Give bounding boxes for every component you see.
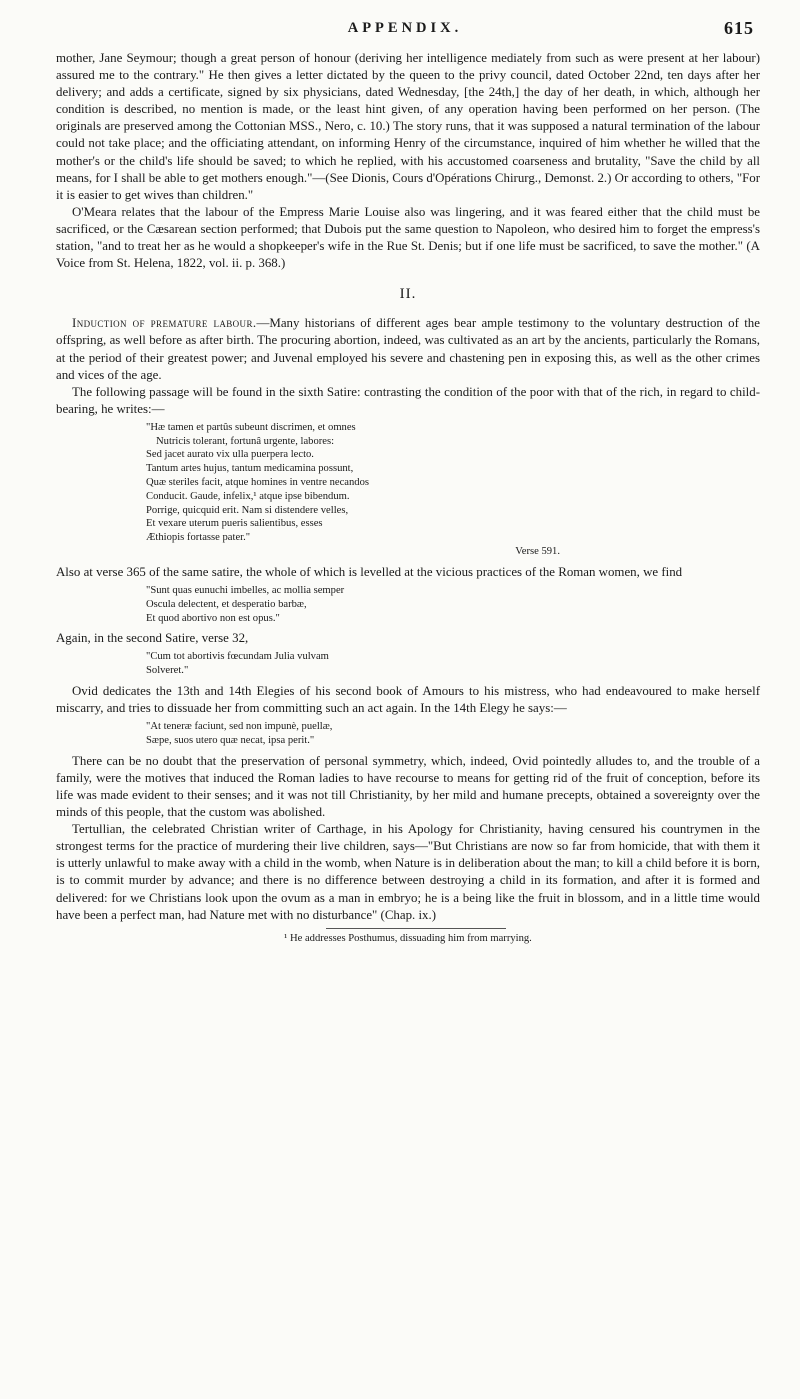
paragraph: mother, Jane Seymour; though a great person of honour (deriving her intelligence mediately from such as were present at her labour) assured me to the contrary." He then gives a letter dictated by the queen to the privy council, dated October 22nd, ten days after her delivery; and adds a certificate, signed by six physicians, dated Wednesday, [the 24th,] the day of her death, in which, although her condition is described, no mention is made, or the least hint given, of any operation having been performed on her person. (The originals are preserved among the Cottonian MSS., Nero, c. 10.) The story runs, that it was supposed a natural termination of the labour could not take place; and the officiating attendant, on informing Henry of the circumstance, inquired of him whether he willed that the mother's or the child's life should be saved; to which he replied, with his accustomed coarseness and brutality, "Save the child by all means, for I shall be able to get mothers enough."—(See Dionis, Cours d'Opérations Chirurg., Demonst. 2.) Or according to others, "For it is easier to get wives than children."	[56, 51, 760, 202]
verse-line: "Cum tot abortivis fœcundam Julia vulvam	[146, 651, 329, 663]
paragraph: The following passage will be found in the sixth Satire: contrasting the condition of the poor with that of the rich, in regard to child-bearing, he writes:—	[56, 384, 760, 416]
paragraph	[56, 315, 760, 383]
verse-line: Et quod abortivo non est opus."	[146, 612, 280, 624]
paragraph: Again, in the second Satire, verse 32,	[56, 631, 249, 646]
verse-line: Et vexare uterum pueris salientibus, esses	[146, 518, 323, 530]
verse-line: Quæ steriles facit, atque homines in ventre necandos	[146, 477, 369, 489]
verse-line: Conducit. Gaude, infelix,¹ atque ipse bibendum.	[146, 490, 350, 502]
paragraph: Tertullian, the celebrated Christian writer of Carthage, in his Apology for Christianity, having censured his countrymen in the strongest terms for the practice of murdering their live children, says—"But Christians are now so far from homicide, that with them it is utterly unlawful to make away with a child in the womb, when Nature is in deliberation about the man; to kill a child before it is born, is to commit murder by advance; and there is no difference between destroying a child in its formation, and after it is formed and delivered: for we Christians look upon the ovum as a man in embryo; he is a being like the fruit in blossom, and in a little time would have been a perfect man, had Nature met with no disturbance" (Chap. ix.)	[56, 822, 760, 922]
latin-quotation	[146, 421, 760, 559]
paragraph: Also at verse 365 of the same satire, the whole of which is levelled at the vicious practices of the Roman women, we find	[56, 564, 683, 579]
latin-quotation	[146, 650, 760, 678]
footnote: ¹ He addresses Posthumus, dissuading him from marrying.	[284, 932, 532, 944]
paragraph: There can be no doubt that the preservation of personal symmetry, which, indeed, Ovid pointedly alludes to, and the trouble of a family, were the motives that induced the Roman ladies to have recourse to means for getting rid of the fruit of conception, before its life was made evident to their senses; and it was not till Christianity, by her mild and humane precepts, obtained a sovereignty over the minds of this people, that the custom was abolished.	[56, 753, 760, 820]
paragraph: O'Meara relates that the labour of the Empress Marie Louise also was lingering, and it was feared either that the child must be sacrificed, or the Cæsarean section performed; that Dubois put the same question to Napoleon, who desired him to forget the empress's station, "and to treat her as he would a shopkeeper's wife in the Rue St. Denis; but if one life must be sacrificed, to save the mother." (A Voice from St. Helena, 1822, vol. ii. p. 368.)	[56, 204, 760, 271]
page-number: 615	[724, 18, 754, 38]
page-header	[56, 16, 754, 42]
paragraph-text: —Many historians of different ages bear ample testimony to the voluntary destruction of the offspring, as well before as after birth. The procuring abortion, indeed, was cultivated as an art by the ancients, particularly the Romans, at the period of their greatest power; and Juvenal employed his severe and chastening pen in exposing this, as well as the other crimes and vices of the age.	[56, 316, 760, 382]
verse-line: "At teneræ faciunt, sed non impunè, puellæ,	[146, 721, 333, 733]
verse-line: Sed jacet aurato vix ulla puerpera lecto.	[146, 449, 314, 461]
run-in-heading: Induction of premature labour.	[72, 316, 257, 331]
verse-line: Porrige, quicquid erit. Nam si distendere velles,	[146, 504, 349, 516]
verse-line: Oscula delectent, et desperatio barbæ,	[146, 598, 307, 610]
footnote-rule	[326, 928, 506, 929]
verse-line: "Hæ tamen et partûs subeunt discrimen, et omnes	[146, 421, 356, 433]
latin-quotation	[146, 584, 760, 625]
verse-line: Tantum artes hujus, tantum medicamina possunt,	[146, 463, 354, 475]
latin-quotation	[146, 720, 760, 748]
verse-reference: Verse 591.	[515, 546, 560, 558]
verse-line: Sæpe, suos utero quæ necat, ipsa perit."	[146, 735, 315, 746]
paragraph: Ovid dedicates the 13th and 14th Elegies of his second book of Amours to his mistress, who had endeavoured to make herself miscarry, and tries to dissuade her from committing such an act again. In the 14th Elegy he says:—	[56, 684, 760, 716]
page-body	[56, 50, 760, 945]
verse-line: "Sunt quas eunuchi imbelles, ac mollia semper	[146, 584, 345, 596]
verse-line: Æthiopis fortasse pater."	[146, 532, 251, 544]
verse-line: Nutricis tolerant, fortunâ urgente, labores:	[156, 435, 335, 447]
section-heading: II.	[399, 286, 417, 303]
verse-line: Solveret."	[146, 665, 189, 677]
running-head: APPENDIX.	[347, 20, 463, 36]
